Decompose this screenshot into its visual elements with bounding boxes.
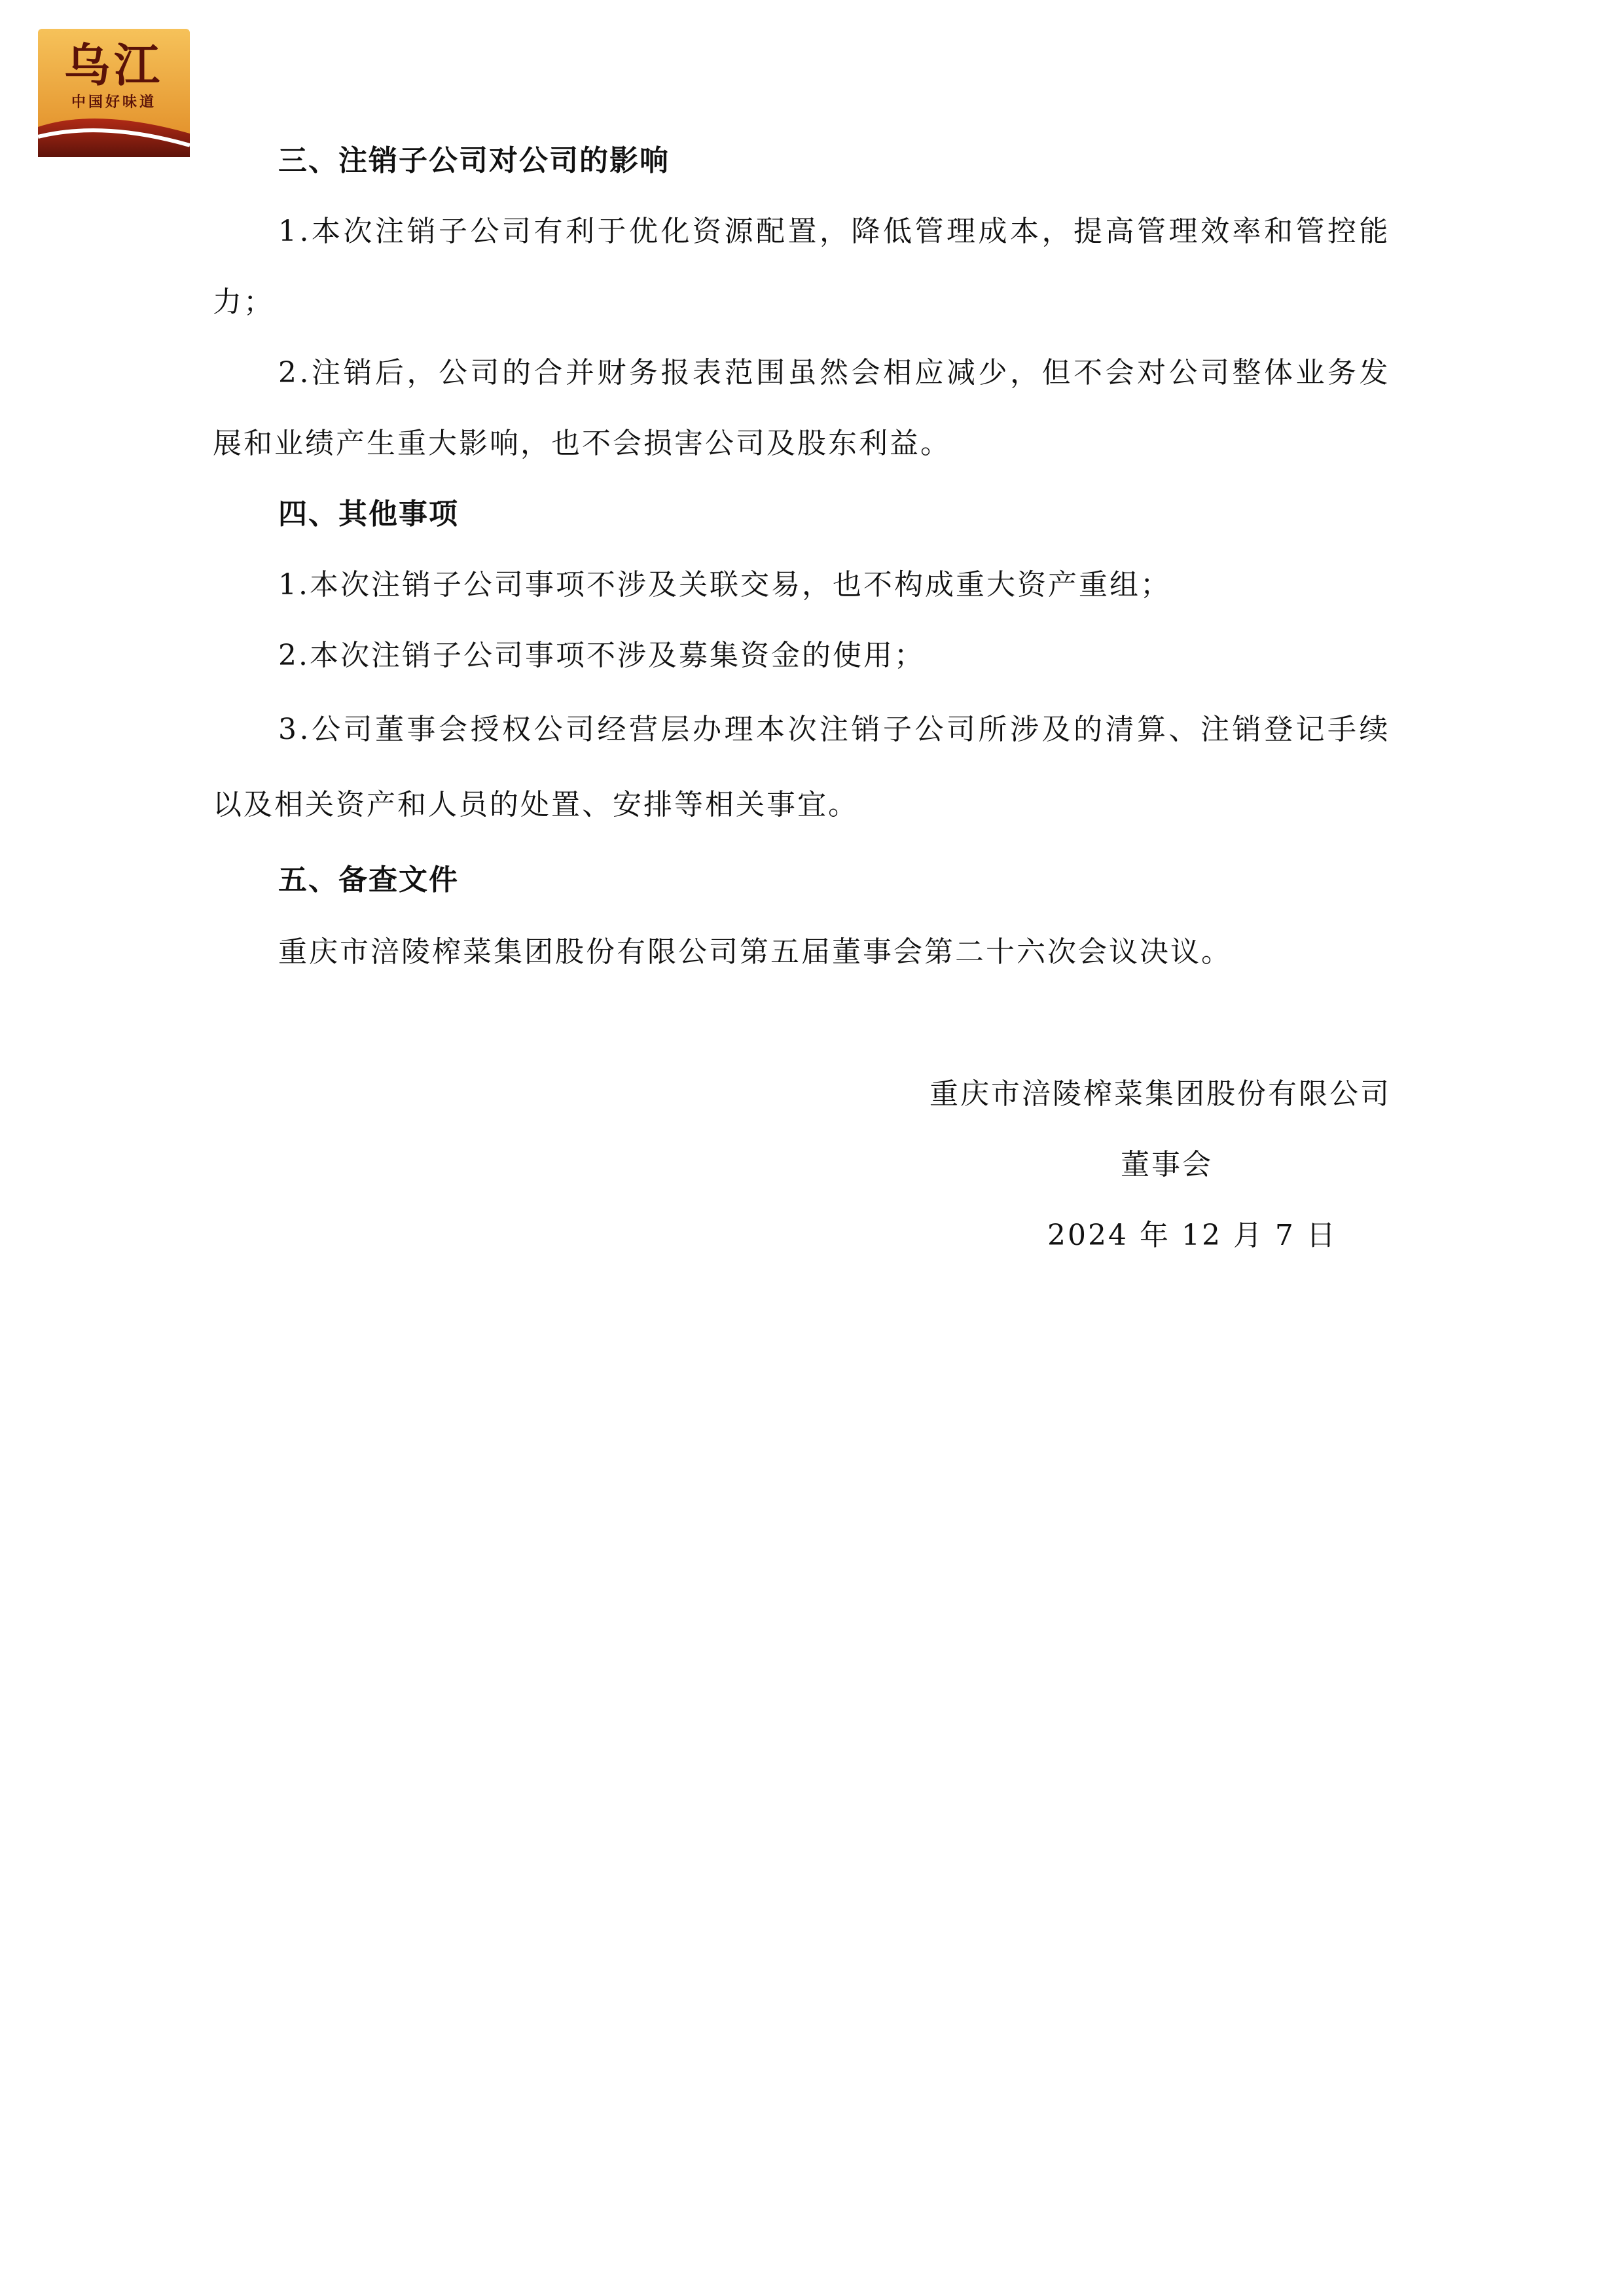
signature-company: 重庆市涪陵榨菜集团股份有限公司	[929, 1077, 1391, 1111]
section4-item2: 2.本次注销子公司事项不涉及募集资金的使用；	[278, 639, 925, 672]
section4-item1: 1.本次注销子公司事项不涉及关联交易，也不构成重大资产重组；	[278, 568, 1171, 601]
section4-heading: 四、其他事项	[278, 497, 459, 531]
section3-heading: 三、注销子公司对公司的影响	[278, 144, 670, 177]
signature-date: 2024 年 12 月 7 日	[1047, 1219, 1337, 1252]
section3-item1-line1: 1.本次注销子公司有利于优化资源配置，降低管理成本，提高管理效率和管控能	[278, 215, 1391, 248]
company-logo	[38, 29, 190, 157]
logo-brand-text: 乌江	[64, 39, 164, 92]
section4-item3-line1: 3.公司董事会授权公司经营层办理本次注销子公司所涉及的清算、注销登记手续	[278, 713, 1391, 746]
signature-board: 董事会	[1121, 1148, 1213, 1181]
section3-item2-line2: 展和业绩产生重大影响，也不会损害公司及股东利益。	[213, 427, 951, 460]
section5-item: 重庆市涪陵榨菜集团股份有限公司第五届董事会第二十六次会议决议。	[278, 935, 1232, 969]
section4-item3-line2: 以及相关资产和人员的处置、安排等相关事宜。	[213, 788, 859, 821]
section5-heading: 五、备查文件	[278, 863, 459, 897]
section3-item1-line2: 力；	[213, 285, 274, 319]
section3-item2-line1: 2.注销后，公司的合并财务报表范围虽然会相应减少，但不会对公司整体业务发	[278, 356, 1391, 389]
logo-slogan: 中国好味道	[71, 94, 156, 111]
